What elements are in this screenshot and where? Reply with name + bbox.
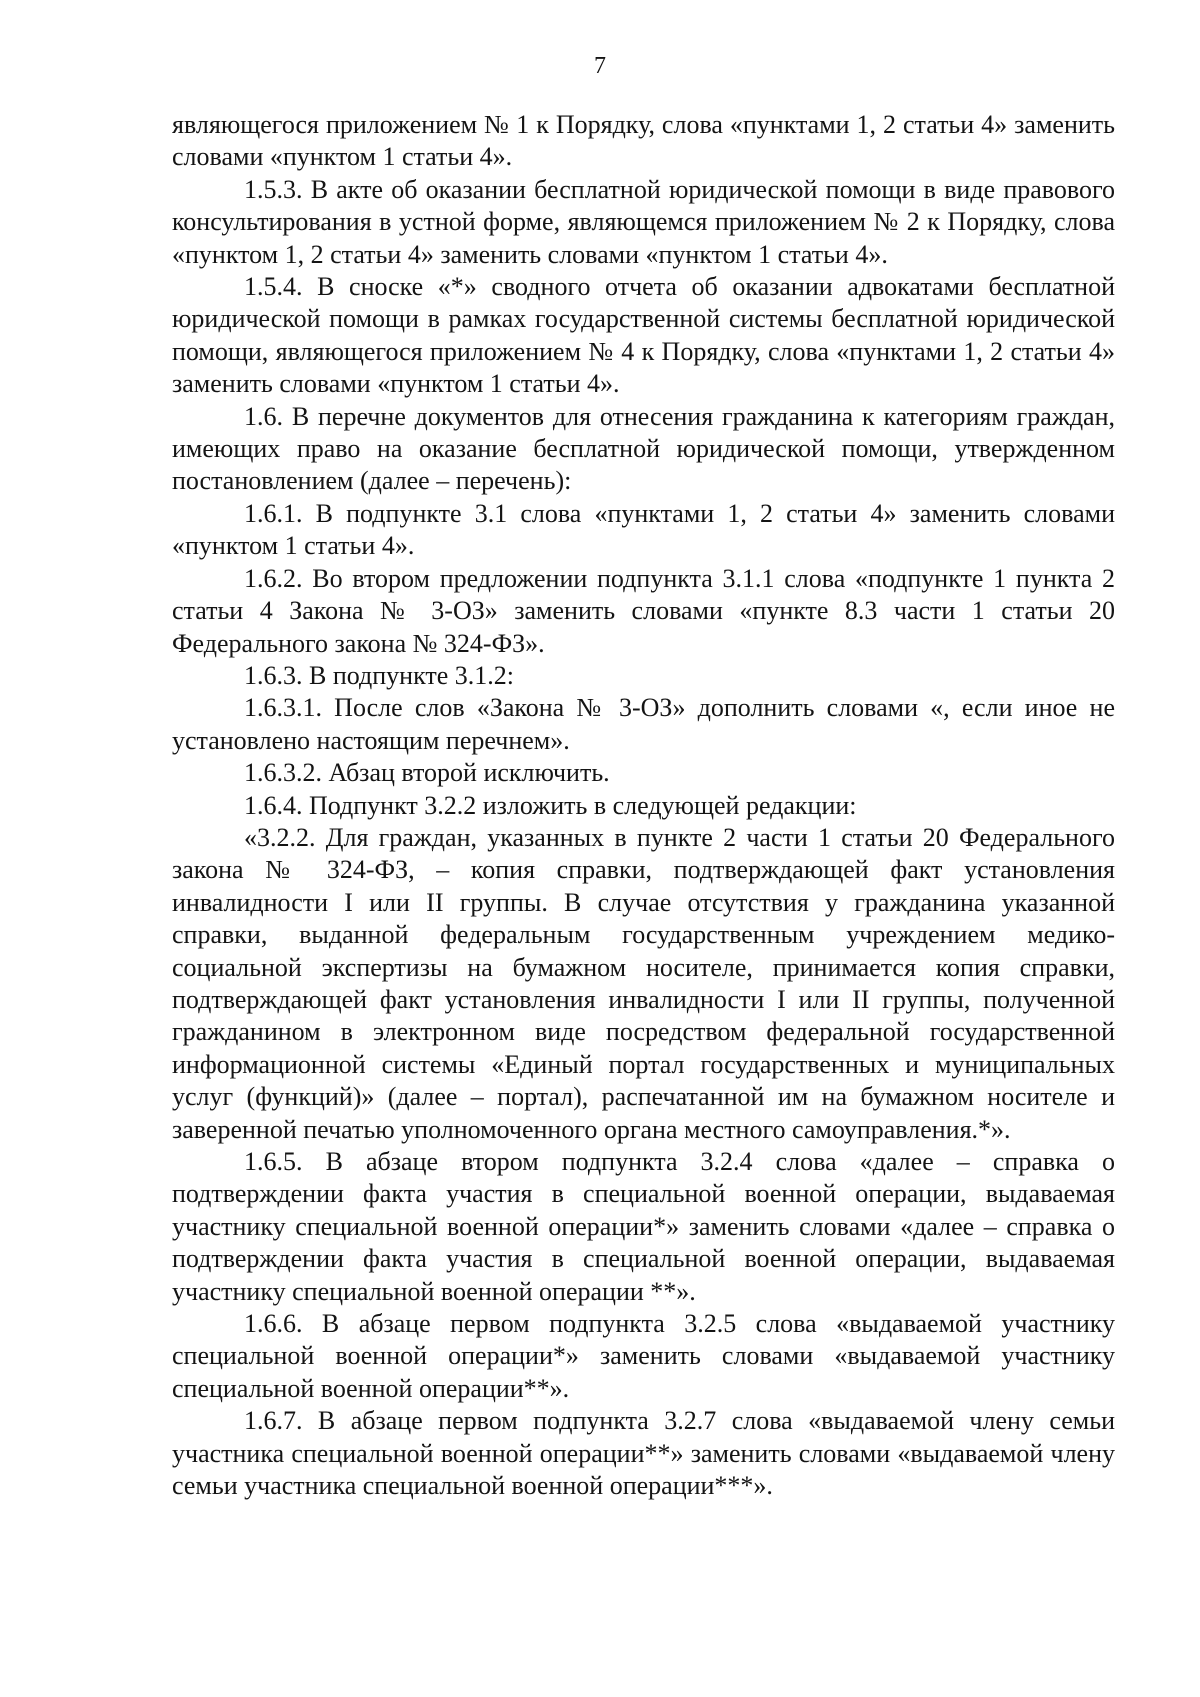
page-number: 7 (594, 53, 606, 79)
paragraph-1-6-3: 1.6.3. В подпункте 3.1.2: (244, 660, 514, 690)
paragraph-1-6-7: 1.6.7. В абзаце первом подпункта 3.2.7 слова «выдаваемой члену семьи участника специальной военной операции**» заменить словами «выдаваемой члену семьи участника специальной военной операции***». (172, 1406, 1115, 1501)
paragraph-1-6: 1.6. В перечне документов для отнесения гражданина к категориям граждан, имеющих право на оказание бесплатной юридической помощи, утвержденном постановлением (далее – перечень): (172, 401, 1115, 496)
paragraph-3-2-2-quote: «3.2.2. Для граждан, указанных в пункте 2 части 1 статьи 20 Федерального закона № 324-ФЗ, – копия справки, подтверждающей факт установления инвалидности I или II группы. В случае отсутствия у гражданина указанной справки, выданной федеральным государственным учреждением медико-социальной экспертизы на бумажном носителе, принимается копия справки, подтверждающей факт установления инвалидности I или II группы, полученной гражданином в электронном виде посредством федеральной государственной информационной системы «Единый портал государственных и муниципальных услуг (функций)» (далее – портал), распечатанной им на бумажном носителе и заверенной печатью уполномоченного органа местного самоуправления.*». (172, 822, 1115, 1144)
paragraph-1-6-3-1: 1.6.3.1. После слов «Закона № 3-ОЗ» дополнить словами «, если иное не установлено настоящим перечнем». (172, 693, 1115, 755)
paragraph-1-6-3-2: 1.6.3.2. Абзац второй исключить. (244, 758, 610, 788)
paragraph-1-6-6: 1.6.6. В абзаце первом подпункта 3.2.5 слова «выдаваемой участнику специальной военной операции*» заменить словами «выдаваемой участнику специальной военной операции**». (172, 1309, 1115, 1403)
paragraph-1-5-3: 1.5.3. В акте об оказании бесплатной юридической помощи в виде правового консультирования в устной форме, являющемся приложением № 2 к Порядку, слова «пунктом 1, 2 статьи 4» заменить словами «пунктом 1 статьи 4». (172, 174, 1115, 269)
paragraph-continuation: являющегося приложением № 1 к Порядку, слова «пунктами 1, 2 статьи 4» заменить словами «пунктом 1 статьи 4». (172, 110, 1115, 172)
paragraph-1-6-1: 1.6.1. В подпункте 3.1 слова «пунктами 1, 2 статьи 4» заменить словами «пунктом 1 статьи 4». (172, 498, 1115, 561)
paragraph-1-6-2: 1.6.2. Во втором предложении подпункта 3.1.1 слова «подпункте 1 пункта 2 статьи 4 Закона № 3-ОЗ» заменить словами «пункте 8.3 части 1 статьи 20 Федерального закона № 324-ФЗ». (172, 563, 1115, 658)
paragraph-1-6-5: 1.6.5. В абзаце втором подпункта 3.2.4 слова «далее – справка о подтверждении факта участия в специальной военной операции, выдаваемая участнику специальной военной операции*» заменить словами «далее – справка о подтверждении факта участия в специальной военной операции, выдаваемая участнику специальной военной операции **». (172, 1147, 1115, 1306)
paragraph-1-5-4: 1.5.4. В сноске «*» сводного отчета об оказании адвокатами бесплатной юридической помощи в рамках государственной системы бесплатной юридической помощи, являющегося приложением № 4 к Порядку, слова «пунктами 1, 2 статьи 4» заменить словами «пунктом 1 статьи 4». (172, 272, 1115, 399)
paragraph-1-6-4: 1.6.4. Подпункт 3.2.2 изложить в следующей редакции: (244, 790, 857, 820)
document-body (172, 109, 1115, 1502)
